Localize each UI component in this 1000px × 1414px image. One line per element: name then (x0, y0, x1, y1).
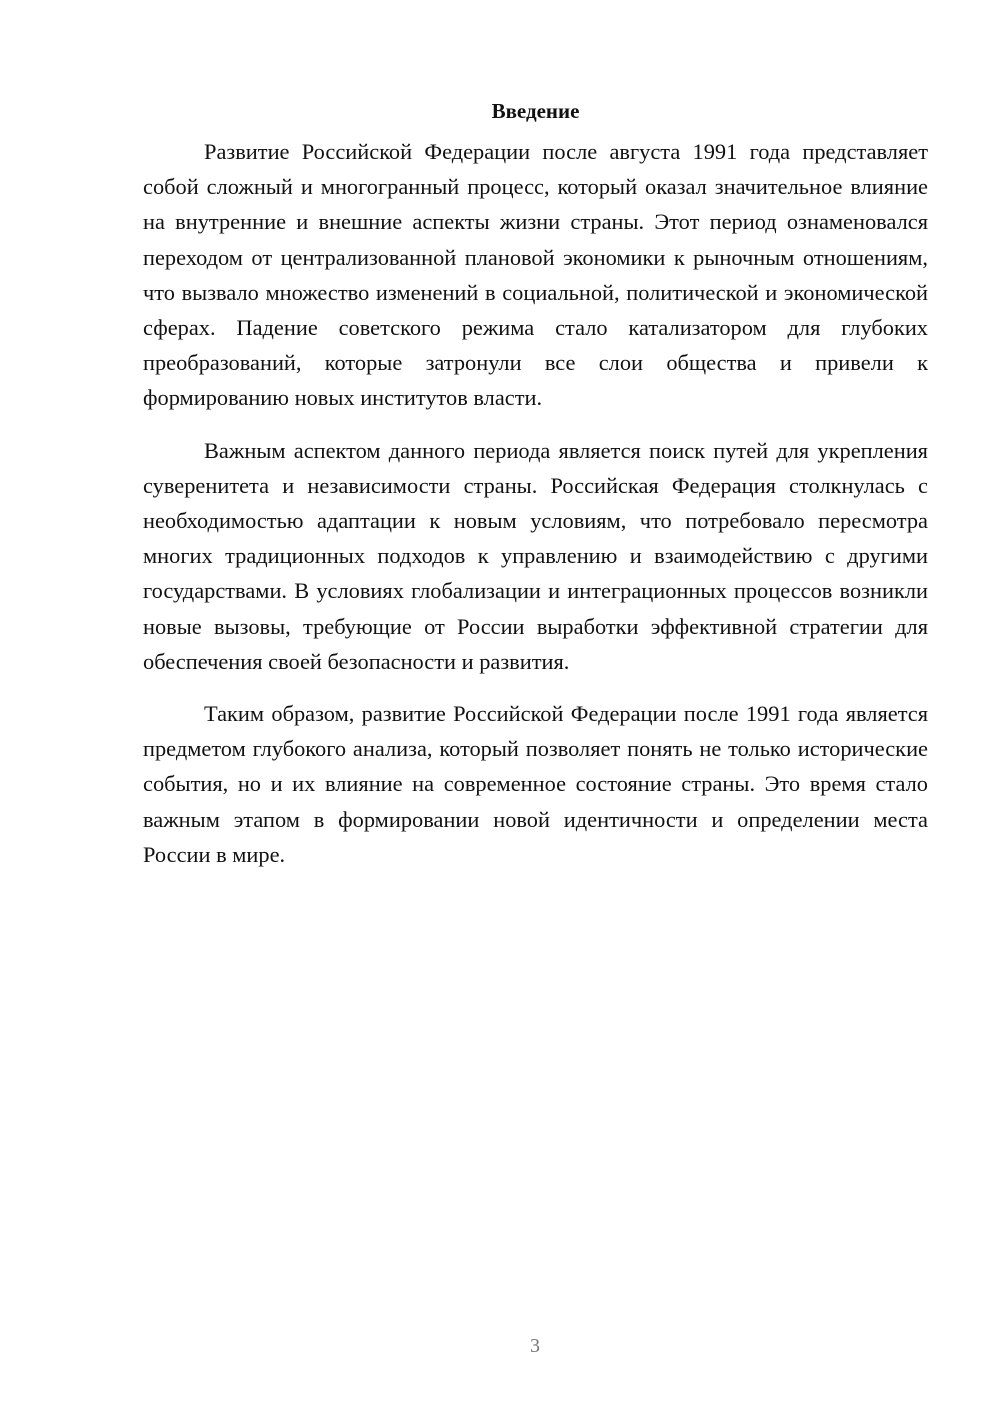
paragraph-3: Таким образом, развитие Российской Федерации после 1991 года является предметом глубокого анализа, который позволяет понять не только исторические события, но и их влияние на современное состояние страны. Это время стало важным этапом в формировании новой идентичности и определении места России в мире. (143, 701, 928, 867)
paragraph-1: Развитие Российской Федерации после августа 1991 года представляет собой сложный и многогранный процесс, который оказал значительное влияние на внутренние и внешние аспекты жизни страны. Этот период ознаменовался переходом от централизованной плановой экономики к рыночным отношениям, что вызвало множество изменений в социальной, политической и экономической сферах. Падение советского режима стало катализатором для глубоких преобразований, которые затронули все слои общества и привели к формированию новых институтов власти. (143, 139, 928, 411)
section-heading: Введение (491, 99, 580, 123)
document-body (143, 98, 928, 889)
paragraph-2: Важным аспектом данного периода является поиск путей для укрепления суверенитета и независимости страны. Российская Федерация столкнулась с необходимостью адаптации к новым условиям, что потребовало пересмотра многих традиционных подходов к управлению и взаимодействию с другими государствами. В условиях глобализации и интеграционных процессов возникли новые вызовы, требующие от России выработки эффективной стратегии для обеспечения своей безопасности и развития. (143, 437, 928, 674)
page-number: 3 (530, 1335, 540, 1357)
